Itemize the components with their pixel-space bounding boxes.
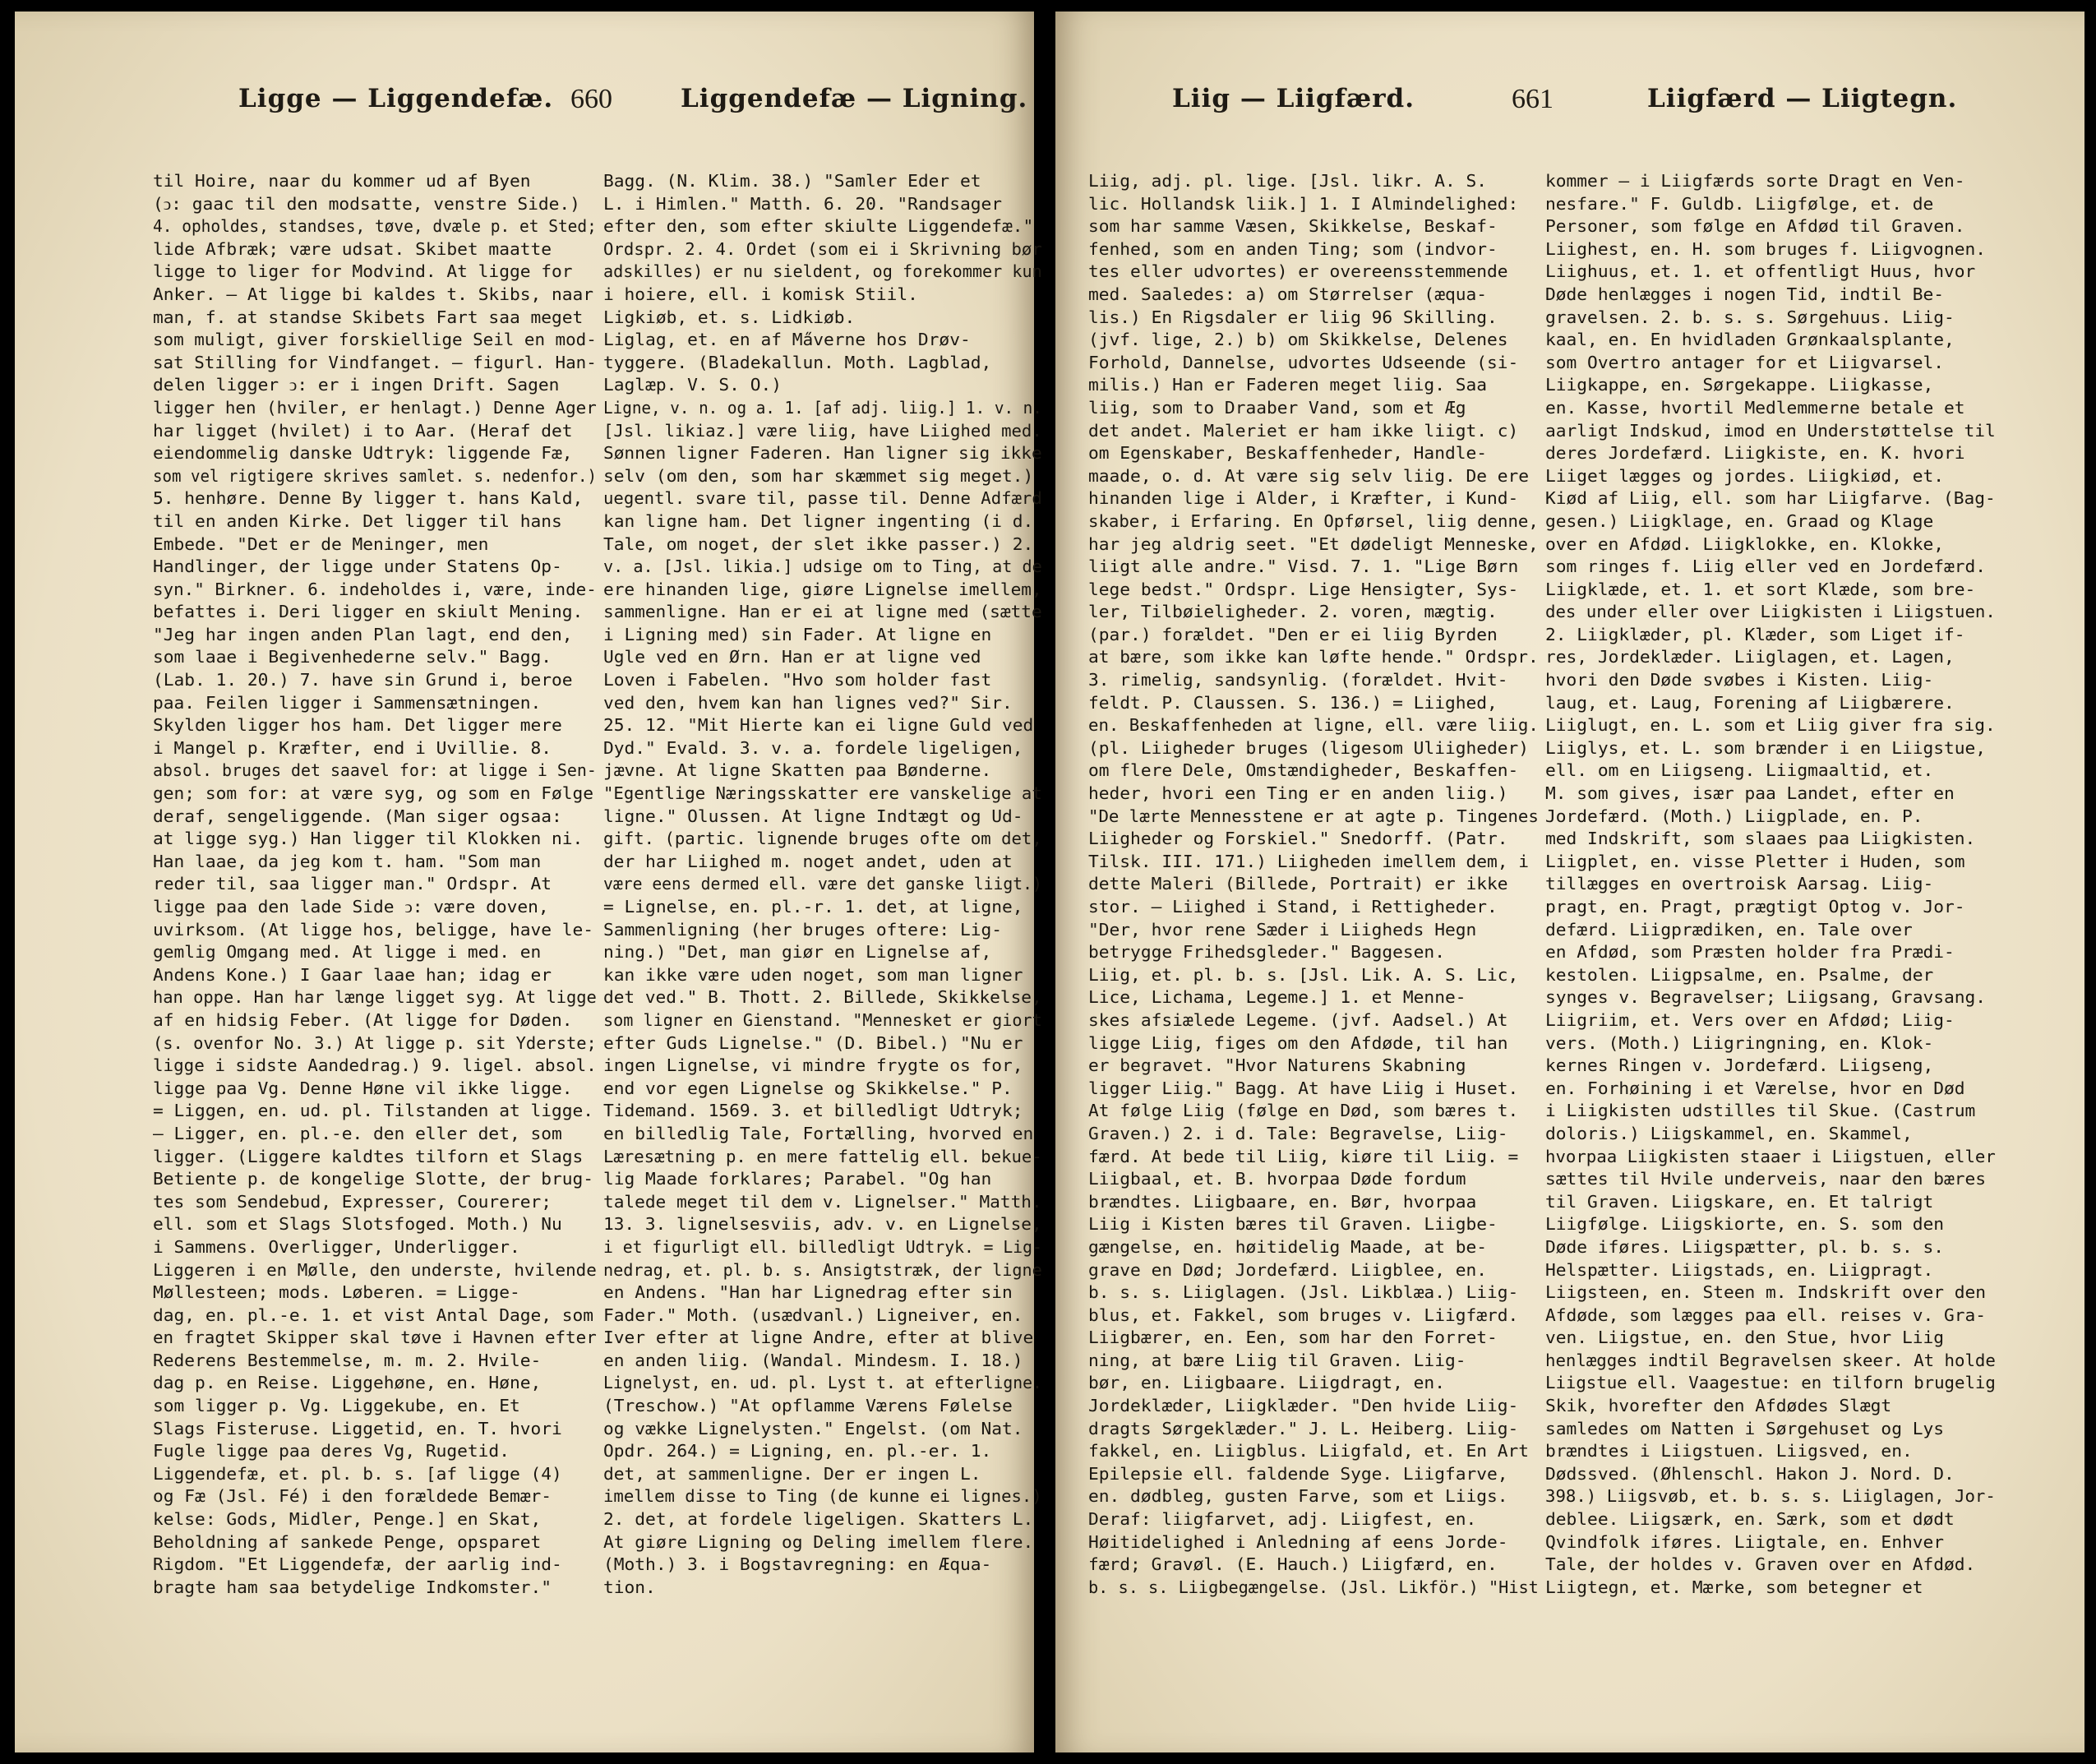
text-line: hvorpaa Liigkisten staaer i Liigstuen, eller xyxy=(1545,1146,1996,1166)
text-line: kernes Ringen v. Jordefærd. Liigseng, xyxy=(1545,1055,1934,1076)
text-line: Lignelyst, en. ud. pl. Lyst t. at efterligne. xyxy=(603,1373,1042,1393)
left-column-2 xyxy=(603,170,1042,1599)
text-line: = Lignelse, en. pl.-r. 1. det, at ligne, xyxy=(603,897,1023,917)
text-line: Liigplet, en. visse Pletter i Huden, som xyxy=(1545,851,1965,871)
text-line: ligger. (Liggere kaldtes tilforn et Slags xyxy=(153,1146,584,1166)
text-line: 5. henhøre. Denne By ligger t. hans Kald, xyxy=(153,488,584,509)
text-line: gravelsen. 2. b. s. s. Sørgehuus. Liig- xyxy=(1545,307,1955,327)
text-line: Dødssved. (Øhlenschl. Hakon J. Nord. D. xyxy=(1545,1463,1955,1484)
text-line: af en hidsig Feber. (At ligge for Døden. xyxy=(153,1009,573,1030)
text-line: selv (om den, som har skæmmet sig meget.) xyxy=(603,465,1034,486)
text-line: en Andens. "Han har Lignedrag efter sin xyxy=(603,1282,1013,1303)
text-line: "Der, hvor rene Sæder i Liigheds Hegn xyxy=(1088,919,1477,940)
text-line: i Mangel p. Kræfter, end i Uvillie. 8. xyxy=(153,737,552,758)
text-line: Liigriim, et. Vers over en Afdød; Liig- xyxy=(1545,1009,1955,1030)
text-line: b. s. s. Liiglagen. (Jsl. Likblæa.) Liig- xyxy=(1088,1282,1519,1303)
text-line: Liggendefæ, et. pl. b. s. [af ligge (4) xyxy=(153,1463,562,1484)
text-line: Laglæp. V. S. O.) xyxy=(603,375,782,395)
text-line: fakkel, en. Liigblus. Liigfald, et. En Art xyxy=(1088,1441,1530,1462)
text-line: Liigbærer, en. Een, som har den Forret- xyxy=(1088,1328,1498,1348)
text-line: Fader." Moth. (usædvanl.) Ligneiver, en. xyxy=(603,1305,1023,1325)
text-line: Opdr. 264.) = Ligning, en. pl.-er. 1. xyxy=(603,1441,992,1462)
text-line: Slags Fisteruse. Liggetid, en. T. hvori xyxy=(153,1418,562,1438)
text-line: Høitidelighed i Anledning af eens Jorde- xyxy=(1088,1531,1508,1552)
text-line: kan ikke være uden noget, som man ligner xyxy=(603,964,1023,985)
text-line: ingen Lignelse, vi mindre frygte os for, xyxy=(603,1055,1023,1076)
text-line: Helspætter. Liigstads, en. Liigpragt. xyxy=(1545,1259,1934,1280)
text-line: betrygge Frihedsgleder." Baggesen. xyxy=(1088,942,1445,963)
text-line: jævne. At ligne Skatten paa Bønderne. xyxy=(603,760,992,781)
text-line: har jeg aldrig seet. "Et dødeligt Menneske, xyxy=(1088,533,1539,554)
text-line: om flere Dele, Omstændigheder, Beskaffen- xyxy=(1088,760,1519,781)
text-line: Sammenligning (her bruges oftere: Lig- xyxy=(603,919,1003,940)
text-line: Graven.) 2. i d. Tale: Begravelse, Liig- xyxy=(1088,1123,1508,1143)
text-line: laug, et. Laug, Forening af Liigbærere. xyxy=(1545,692,1955,713)
text-line: Liigstue ell. Vaagestue: en tilforn brugelig xyxy=(1545,1373,1996,1393)
right-running-head-last: Liigfærd — Liigtegn. xyxy=(1647,84,1958,113)
text-line: absol. bruges det saavel for: at ligge i Sen- xyxy=(153,760,597,781)
text-line: man, f. at standse Skibets Fart saa meget xyxy=(153,307,584,327)
right-page-header xyxy=(1055,84,2084,133)
text-line: gen; som for: at være syg, og som en Følge xyxy=(153,783,594,804)
text-line: skaber, i Erfaring. En Opførsel, liig denne, xyxy=(1088,510,1539,531)
left-page xyxy=(15,12,1042,1752)
text-line: 4. opholdes, standses, tøve, dvæle p. et Sted; xyxy=(153,216,597,237)
text-line: Loven i Fabelen. "Hvo som holder fast xyxy=(603,670,992,690)
text-line: henlægges indtil Begravelsen skeer. At holde xyxy=(1545,1350,1996,1370)
text-line: delen ligger ↄ: er i ingen Drift. Sagen xyxy=(153,375,560,395)
text-line: Ligkiøb, et. s. Lidkiøb. xyxy=(603,307,856,327)
text-line: om Egenskaber, Beskaffenheder, Handle- xyxy=(1088,443,1488,464)
text-line: pragt, en. Pragt, prægtigt Optog v. Jor- xyxy=(1545,897,1965,917)
text-line: brændtes i Liigstuen. Liigsved, en. xyxy=(1545,1441,1913,1462)
text-line: Tale, om noget, der slet ikke passer.) 2. xyxy=(603,533,1034,554)
text-line: ven. Liigstue, en. den Stue, hvor Liig xyxy=(1545,1328,1945,1348)
text-line: Deraf: liigfarvet, adj. Liigfest, en. xyxy=(1088,1509,1477,1530)
text-line: Skylden ligger hos ham. Det ligger mere xyxy=(153,715,562,736)
text-line: Embede. "Det er de Meninger, men xyxy=(153,533,489,554)
text-line: Liighest, en. H. som bruges f. Liigvognen. xyxy=(1545,238,1987,259)
text-line: efter Guds Lignelse." (D. Bibel.) "Nu er xyxy=(603,1032,1023,1053)
text-line: Ordspr. 2. 4. Ordet (som ei i Skrivning bør xyxy=(603,238,1042,259)
text-line: L. i Himlen." Matth. 6. 20. "Randsager xyxy=(603,193,1003,214)
text-line: til Hoire, naar du kommer ud af Byen xyxy=(153,171,531,191)
text-line: Liigfølge. Liigskiorte, en. S. som den xyxy=(1545,1214,1945,1235)
text-line: ligger hen (hviler, er henlagt.) Denne Ager xyxy=(153,397,597,418)
text-line: b. s. s. Liigbegængelse. (Jsl. Likför.) "Hist xyxy=(1088,1577,1539,1597)
text-line: paa. Feilen ligger i Sammensætningen. xyxy=(153,692,542,713)
text-line: og vække Lignelysten." Engelst. (om Nat. xyxy=(603,1418,1023,1438)
text-line: (Lab. 1. 20.) 7. have sin Grund i, beroe xyxy=(153,670,573,690)
text-line: hvori den Døde svøbes i Kisten. Liig- xyxy=(1545,670,1934,690)
text-line: Ugle ved en Ørn. Han er at ligne ved xyxy=(603,647,981,667)
text-line: Liigbaal, et. B. hvorpaa Døde fordum xyxy=(1088,1169,1466,1189)
text-line: der har Liighed m. noget andet, uden at xyxy=(603,851,1013,871)
text-line: Bagg. (N. Klim. 38.) "Samler Eder et xyxy=(603,171,981,191)
text-line: reder til, saa ligger man." Ordspr. At xyxy=(153,874,552,894)
text-line: maade, o. d. At være sig selv liig. De ere xyxy=(1088,465,1530,486)
text-line: en. dødbleg, gusten Farve, som et Liigs. xyxy=(1088,1486,1508,1507)
text-line: gemlig Omgang med. At ligge i med. en xyxy=(153,942,542,963)
text-line: liig, som to Draaber Vand, som et Æg xyxy=(1088,397,1466,418)
text-line: talede meget til dem v. Lignelser." Matth. xyxy=(603,1191,1042,1212)
text-line: en. Beskaffenheden at ligne, ell. være liig. xyxy=(1088,715,1539,736)
text-line: uegentl. svare til, passe til. Denne Adfærd xyxy=(603,488,1042,509)
text-line: Lice, Lichama, Legeme.] 1. et Menne- xyxy=(1088,987,1466,1008)
text-line: ved den, hvem kan han lignes ved?" Sir. xyxy=(603,692,1013,713)
text-line: Qvindfolk iføres. Liigtale, en. Enhver xyxy=(1545,1531,1945,1552)
text-line: en billedlig Tale, Fortælling, hvorved en xyxy=(603,1123,1034,1143)
text-line: det ved." B. Thott. 2. Billede, Skikkelse, xyxy=(603,987,1042,1008)
text-line: ligge to liger for Modvind. At ligge for xyxy=(153,261,573,282)
text-line: Sønnen ligner Faderen. Han ligner sig ikke xyxy=(603,443,1042,464)
text-line: brændtes. Liigbaare, en. Bør, hvorpaa xyxy=(1088,1191,1477,1212)
text-line: ligne." Olussen. At ligne Indtægt og Ud- xyxy=(603,806,1023,826)
text-line: tyggere. (Bladekallun. Moth. Lagblad, xyxy=(603,352,992,372)
text-line: Rigdom. "Et Liggendefæ, der aarlig ind- xyxy=(153,1554,562,1575)
text-line: bragte ham saa betydelige Indkomster." xyxy=(153,1577,552,1597)
text-line: en fragtet Skipper skal tøve i Havnen efter xyxy=(153,1328,597,1348)
text-line: Beholdning af sankede Penge, opsparet xyxy=(153,1531,542,1552)
text-line: Fugle ligge paa deres Vg, Rugetid. xyxy=(153,1441,510,1462)
text-line: færd; Gravøl. (E. Hauch.) Liigfærd, en. xyxy=(1088,1554,1498,1575)
text-line: en. Forhøining i et Værelse, hvor en Død xyxy=(1545,1078,1965,1098)
right-column-1 xyxy=(1088,170,1539,1599)
text-line: Liiglugt, en. L. som et Liig giver fra sig. xyxy=(1545,715,1996,736)
text-line: dag, en. pl.-e. 1. et vist Antal Dage, som xyxy=(153,1305,594,1325)
text-line: dette Maleri (Billede, Portrait) er ikke xyxy=(1088,874,1508,894)
text-line: ell. om en Liigseng. Liigmaaltid, et. xyxy=(1545,760,1934,781)
text-line: sat Stilling for Vindfanget. — figurl. Han- xyxy=(153,352,597,372)
text-line: fenhed, som en anden Ting; som (indvor- xyxy=(1088,238,1498,259)
text-line: (jvf. lige, 2.) b) om Skikkelse, Delenes xyxy=(1088,330,1508,350)
text-line: adskilles) er nu sieldent, og forekommer kun xyxy=(603,261,1042,282)
text-line: lic. Hollandsk liik.] 1. I Almindelighed: xyxy=(1088,193,1519,214)
text-line: Epilepsie ell. faldende Syge. Liigfarve, xyxy=(1088,1463,1508,1484)
text-line: Handlinger, der ligge under Statens Op- xyxy=(153,556,562,577)
left-running-head-last: Liggendefæ — Ligning. xyxy=(681,84,1028,113)
text-line: 25. 12. "Mit Hierte kan ei ligne Guld ved xyxy=(603,715,1034,736)
text-line: at ligge syg.) Han ligger til Klokken ni. xyxy=(153,829,584,849)
text-line: doloris.) Liigskammel, en. Skammel, xyxy=(1545,1123,1913,1143)
text-line: kaal, en. En hvidladen Grønkaalsplante, xyxy=(1545,330,1955,350)
text-line: i et figurligt ell. billedligt Udtryk. = Lig- xyxy=(603,1236,1042,1257)
text-line: syn." Birkner. 6. indeholdes i, være, inde- xyxy=(153,579,597,599)
text-line: gængelse, en. høitidelig Maade, at be- xyxy=(1088,1236,1488,1257)
text-line: til Graven. Liigskare, en. Et talrigt xyxy=(1545,1191,1934,1212)
text-line: med. Saaledes: a) om Størrelser (æqua- xyxy=(1088,284,1488,304)
text-line: Læresætning p. en mere fattelig ell. bekue- xyxy=(603,1146,1042,1166)
text-line: Personer, som følge en Afdød til Graven. xyxy=(1545,216,1965,237)
text-line: stor. — Liighed i Stand, i Rettigheder. xyxy=(1088,897,1498,917)
text-line: (s. ovenfor No. 3.) At ligge p. sit Yderste; xyxy=(153,1032,597,1053)
text-line: Tilsk. III. 171.) Liigheden imellem dem, i xyxy=(1088,851,1530,871)
text-line: grave en Død; Jordefærd. Liigblee, en. xyxy=(1088,1259,1488,1280)
text-line: At giøre Ligning og Deling imellem flere. xyxy=(603,1531,1034,1552)
text-line: Liigheder og Forskiel." Snedorff. (Patr. xyxy=(1088,829,1508,849)
text-line: han oppe. Han har længe ligget syg. At ligge xyxy=(153,987,597,1008)
text-line: Andens Kone.) I Gaar laae han; idag er xyxy=(153,964,552,985)
text-line: Liighuus, et. 1. et offentligt Huus, hvor xyxy=(1545,261,1976,282)
text-line: som ligner en Gienstand. "Mennesket er giort xyxy=(603,1009,1042,1030)
text-line: deres Jordefærd. Liigkiste, en. K. hvori xyxy=(1545,443,1965,464)
text-line: tillægges en overtroisk Aarsag. Liig- xyxy=(1545,874,1934,894)
text-line: 13. 3. lignelsesviis, adv. v. en Lignelse, xyxy=(603,1214,1042,1235)
text-line: som Overtro antager for et Liigvarsel. xyxy=(1545,352,1945,372)
text-line: Kiød af Liig, ell. som har Liigfarve. (Bag- xyxy=(1545,488,1996,509)
text-line: defærd. Liigprædiken, en. Tale over xyxy=(1545,919,1913,940)
text-line: res, Jordeklæder. Liiglagen, et. Lagen, xyxy=(1545,647,1955,667)
text-line: (pl. Liigheder bruges (ligesom Uliigheder) xyxy=(1088,737,1530,758)
text-line: aarligt Indskud, imod en Understøttelse til xyxy=(1545,420,1996,441)
text-line: — Ligger, en. pl.-e. den eller det, som xyxy=(153,1123,562,1143)
text-line: heder, hvori een Ting er en anden liig.) xyxy=(1088,783,1508,804)
text-line: færd. At bede til Liig, kiøre til Liig. = xyxy=(1088,1146,1519,1166)
text-line: imellem disse to Ting (de kunne ei lignes.) xyxy=(603,1486,1042,1507)
left-running-head-first: Ligge — Liggendefæ. xyxy=(238,84,554,113)
text-line: kestolen. Liigpsalme, en. Psalme, der xyxy=(1545,964,1934,985)
text-line: milis.) Han er Faderen meget liig. Saa xyxy=(1088,375,1488,395)
text-line: at bære, som ikke kan løfte hende." Ordspr. xyxy=(1088,647,1539,667)
text-line: lege bedst." Ordspr. Lige Hensigter, Sys- xyxy=(1088,579,1519,599)
text-line: (par.) forældet. "Den er ei liig Byrden xyxy=(1088,624,1498,644)
text-line: ning, at bære Liig til Graven. Liig- xyxy=(1088,1350,1466,1370)
text-line: være eens dermed ell. være det ganske liigt.) xyxy=(603,874,1042,894)
text-line: en. Kasse, hvortil Medlemmerne betale et xyxy=(1545,397,1965,418)
text-line: Anker. — At ligge bi kaldes t. Skibs, naar xyxy=(153,284,594,304)
text-line: deraf, sengeliggende. (Man siger ogsaa: xyxy=(153,806,562,826)
text-line: ligger Liig." Bagg. At have Liig i Huset. xyxy=(1088,1078,1519,1098)
text-line: tes som Sendebud, Expresser, Courerer; xyxy=(153,1191,552,1212)
text-line: som ringes f. Liig eller ved en Jordefærd. xyxy=(1545,556,1987,577)
text-line: sættes til Hvile underveis, naar den bæres xyxy=(1545,1169,1987,1189)
text-line: i hoiere, ell. i komisk Stiil. xyxy=(603,284,918,304)
text-line: Døde iføres. Liigspætter, pl. b. s. s. xyxy=(1545,1236,1945,1257)
text-line: Han laae, da jeg kom t. ham. "Som man xyxy=(153,851,542,871)
text-line: (Treschow.) "At opflamme Værens Følelse xyxy=(603,1396,1013,1416)
text-line: end vor egen Lignelse og Skikkelse." P. xyxy=(603,1078,1013,1098)
text-line: (ↄ: gaac til den modsatte, venstre Side.) xyxy=(153,193,580,214)
text-line: Jordeklæder, Liigklæder. "Den hvide Liig- xyxy=(1088,1396,1519,1416)
text-line: eiendommelig danske Udtryk: liggende Fæ, xyxy=(153,443,573,464)
left-page-number: 660 xyxy=(570,84,612,114)
text-line: Forhold, Dannelse, udvortes Udseende (si- xyxy=(1088,352,1519,372)
text-line: til en anden Kirke. Det ligger til hans xyxy=(153,510,562,531)
left-column-1 xyxy=(153,170,597,1599)
text-line: (Moth.) 3. i Bogstavregning: en Æqua- xyxy=(603,1554,992,1575)
text-line: har ligget (hvilet) i to Aar. (Heraf det xyxy=(153,420,573,441)
text-line: Liglag, et. en af Ma̋verne hos Drøv- xyxy=(603,330,971,350)
text-line: Tale, der holdes v. Graven over en Afdød. xyxy=(1545,1554,1976,1575)
text-line: Liig i Kisten bæres til Graven. Liigbe- xyxy=(1088,1214,1498,1235)
text-line: som ligger p. Vg. Liggekube, en. Et xyxy=(153,1396,520,1416)
text-line: Skik, hvorefter den Afdødes Slægt xyxy=(1545,1396,1892,1416)
text-line: som har samme Væsen, Skikkelse, Beskaf- xyxy=(1088,216,1498,237)
text-line: og Fæ (Jsl. Fé) i den forældede Bemær- xyxy=(153,1486,552,1507)
text-line: kommer — i Liigfærds sorte Dragt en Ven- xyxy=(1545,171,1965,191)
text-line: Ligne, v. n. og a. 1. [af adj. liig.] 1. v. n. xyxy=(603,397,1042,418)
text-line: ligge paa den lade Side ↄ: være doven, xyxy=(153,897,549,917)
text-line: gesen.) Liigklage, en. Graad og Klage xyxy=(1545,510,1934,531)
text-line: gift. (partic. lignende bruges ofte om det, xyxy=(603,829,1042,849)
text-line: hinanden lige i Alder, i Kræfter, i Kund- xyxy=(1088,488,1519,509)
text-line: Jordefærd. (Moth.) Liigplade, en. P. xyxy=(1545,806,1923,826)
text-line: "Jeg har ingen anden Plan lagt, end den, xyxy=(153,624,573,644)
text-line: Afdøde, som lægges paa ell. reises v. Gra- xyxy=(1545,1305,1987,1325)
text-line: dag p. en Reise. Liggehøne, en. Høne, xyxy=(153,1373,542,1393)
text-line: blus, et. Fakkel, som bruges v. Liigfærd. xyxy=(1088,1305,1519,1325)
text-line: nedrag, et. pl. b. s. Ansigtstræk, der ligne xyxy=(603,1259,1042,1280)
text-line: Møllesteen; mods. Løberen. = Ligge- xyxy=(153,1282,520,1303)
text-line: Liigkappe, en. Sørgekappe. Liigkasse, xyxy=(1545,375,1934,395)
text-line: det andet. Maleriet er ham ikke liigt. c) xyxy=(1088,420,1519,441)
text-line: ligge paa Vg. Denne Høne vil ikke ligge. xyxy=(153,1078,573,1098)
text-line: des under eller over Liigkisten i Liigstuen. xyxy=(1545,602,1996,622)
text-line: liigt alle andre." Visd. 7. 1. "Lige Børn xyxy=(1088,556,1519,577)
text-line: samledes om Natten i Sørgehuset og Lys xyxy=(1545,1418,1945,1438)
text-line: nesfare." F. Guldb. Liigfølge, et. de xyxy=(1545,193,1934,214)
text-line: kelse: Gods, Midler, Penge.] en Skat, xyxy=(153,1509,542,1530)
text-line: som vel rigtigere skrives samlet. s. nedenfor.) xyxy=(153,465,597,486)
text-line: sammenligne. Han er ei at ligne med (sætte xyxy=(603,602,1042,622)
text-line: ligge Liig, figes om den Afdøde, til han xyxy=(1088,1032,1508,1053)
text-line: uvirksom. (At ligge hos, beligge, have le- xyxy=(153,919,594,940)
text-line: M. som gives, især paa Landet, efter en xyxy=(1545,783,1955,804)
text-line: bør, en. Liigbaare. Liigdragt, en. xyxy=(1088,1373,1445,1393)
text-line: lig Maade forklares; Parabel. "Og han xyxy=(603,1169,992,1189)
text-line: som muligt, giver forskiellige Seil en mod- xyxy=(153,330,597,350)
text-line: Dyd." Evald. 3. v. a. fordele ligeligen, xyxy=(603,737,1023,758)
text-line: ligge i sidste Aandedrag.) 9. ligel. absol. xyxy=(153,1055,597,1076)
text-line: lide Afbræk; være udsat. Skibet maatte xyxy=(153,238,552,259)
right-column-2 xyxy=(1545,170,1996,1599)
text-line: 3. rimelig, sandsynlig. (forældet. Hvit- xyxy=(1088,670,1508,690)
text-line: Liig, adj. pl. lige. [Jsl. likr. A. S. xyxy=(1088,171,1488,191)
left-page-header xyxy=(15,84,1034,133)
text-line: vers. (Moth.) Liigringning, en. Klok- xyxy=(1545,1032,1934,1053)
right-page xyxy=(1055,12,2084,1752)
text-line: Liigtegn, et. Mærke, som betegner et xyxy=(1545,1577,1923,1597)
text-line: i Liigkisten udstilles til Skue. (Castrum xyxy=(1545,1101,1976,1121)
text-line: v. a. [Jsl. likia.] udsige om to Ting, at de xyxy=(603,556,1042,577)
text-line: i Ligning med) sin Fader. At ligne en xyxy=(603,624,992,644)
text-line: Liiglys, et. L. som brænder i en Liigstue, xyxy=(1545,737,1987,758)
text-line: det, at sammenligne. Der er ingen L. xyxy=(603,1463,981,1484)
text-line: = Liggen, en. ud. pl. Tilstanden at ligge. xyxy=(153,1101,594,1121)
text-line: er begravet. "Hvor Naturens Skabning xyxy=(1088,1055,1466,1076)
text-line: Rederens Bestemmelse, m. m. 2. Hvile- xyxy=(153,1350,542,1370)
text-line: en anden liig. (Wandal. Mindesm. I. 18.) xyxy=(603,1350,1023,1370)
text-line: Iver efter at ligne Andre, efter at blive xyxy=(603,1328,1034,1348)
text-line: Tidemand. 1569. 3. et billedligt Udtryk; xyxy=(603,1101,1023,1121)
text-line: Liigsteen, en. Steen m. Indskrift over den xyxy=(1545,1282,1987,1303)
text-line: At følge Liig (følge en Død, som bæres t. xyxy=(1088,1101,1519,1121)
text-line: "Egentlige Næringsskatter ere vanskelige at xyxy=(603,783,1042,804)
text-line: i Sammens. Overligger, Underligger. xyxy=(153,1236,520,1257)
text-line: dragts Sørgeklæder." J. L. Heiberg. Liig- xyxy=(1088,1418,1519,1438)
text-line: over en Afdød. Liigklokke, en. Klokke, xyxy=(1545,533,1945,554)
text-line: deblee. Liigsærk, en. Særk, som et dødt xyxy=(1545,1509,1955,1530)
right-running-head-first: Liig — Liigfærd. xyxy=(1172,84,1415,113)
text-line: feldt. P. Claussen. S. 136.) = Liighed, xyxy=(1088,692,1498,713)
text-line: efter den, som efter skiulte Liggendefæ." xyxy=(603,216,1034,237)
text-line: tes eller udvortes) er overeensstemmende xyxy=(1088,261,1508,282)
text-line: 398.) Liigsvøb, et. b. s. s. Liiglagen, Jor- xyxy=(1545,1486,1996,1507)
text-line: med Indskrift, som slaaes paa Liigkisten. xyxy=(1545,829,1976,849)
text-line: Liggeren i en Mølle, den underste, hvilende xyxy=(153,1259,597,1280)
text-line: Døde henlægges i nogen Tid, indtil Be- xyxy=(1545,284,1945,304)
text-line: ell. som et Slags Slotsfoged. Moth.) Nu xyxy=(153,1214,562,1235)
text-line: skes afsiælede Legeme. (jvf. Aadsel.) At xyxy=(1088,1009,1508,1030)
text-line: "De lærte Mennesstene er at agte p. Tingenes xyxy=(1088,806,1539,826)
right-page-number: 661 xyxy=(1512,84,1554,114)
text-line: befattes i. Deri ligger en skiult Mening. xyxy=(153,602,584,622)
text-line: ler, Tilbøieligheder. 2. voren, mægtig. xyxy=(1088,602,1498,622)
text-line: [Jsl. likiaz.] være liig, have Liighed med. xyxy=(603,420,1042,441)
text-line: Liigklæde, et. 1. et sort Klæde, som bre- xyxy=(1545,579,1976,599)
text-line: Betiente p. de kongelige Slotte, der brug- xyxy=(153,1169,594,1189)
text-line: Liiget lægges og jordes. Liigkiød, et. xyxy=(1545,465,1945,486)
text-line: som laae i Begivenhederne selv." Bagg. xyxy=(153,647,552,667)
text-line: kan ligne ham. Det ligner ingenting (i d. xyxy=(603,510,1034,531)
text-line: lis.) En Rigsdaler er liig 96 Skilling. xyxy=(1088,307,1498,327)
text-line: en Afdød, som Præsten holder fra Prædi- xyxy=(1545,942,1955,963)
text-line: ning.) "Det, man giør en Lignelse af, xyxy=(603,942,992,963)
text-line: tion. xyxy=(603,1577,656,1597)
text-line: Liig, et. pl. b. s. [Jsl. Lik. A. S. Lic, xyxy=(1088,964,1519,985)
text-line: 2. Liigklæder, pl. Klæder, som Liget if- xyxy=(1545,624,1965,644)
text-line: ere hinanden lige, giøre Lignelse imellem, xyxy=(603,579,1042,599)
text-line: 2. det, at fordele ligeligen. Skatters L. xyxy=(603,1509,1034,1530)
text-line: synges v. Begravelser; Liigsang, Gravsang. xyxy=(1545,987,1987,1008)
